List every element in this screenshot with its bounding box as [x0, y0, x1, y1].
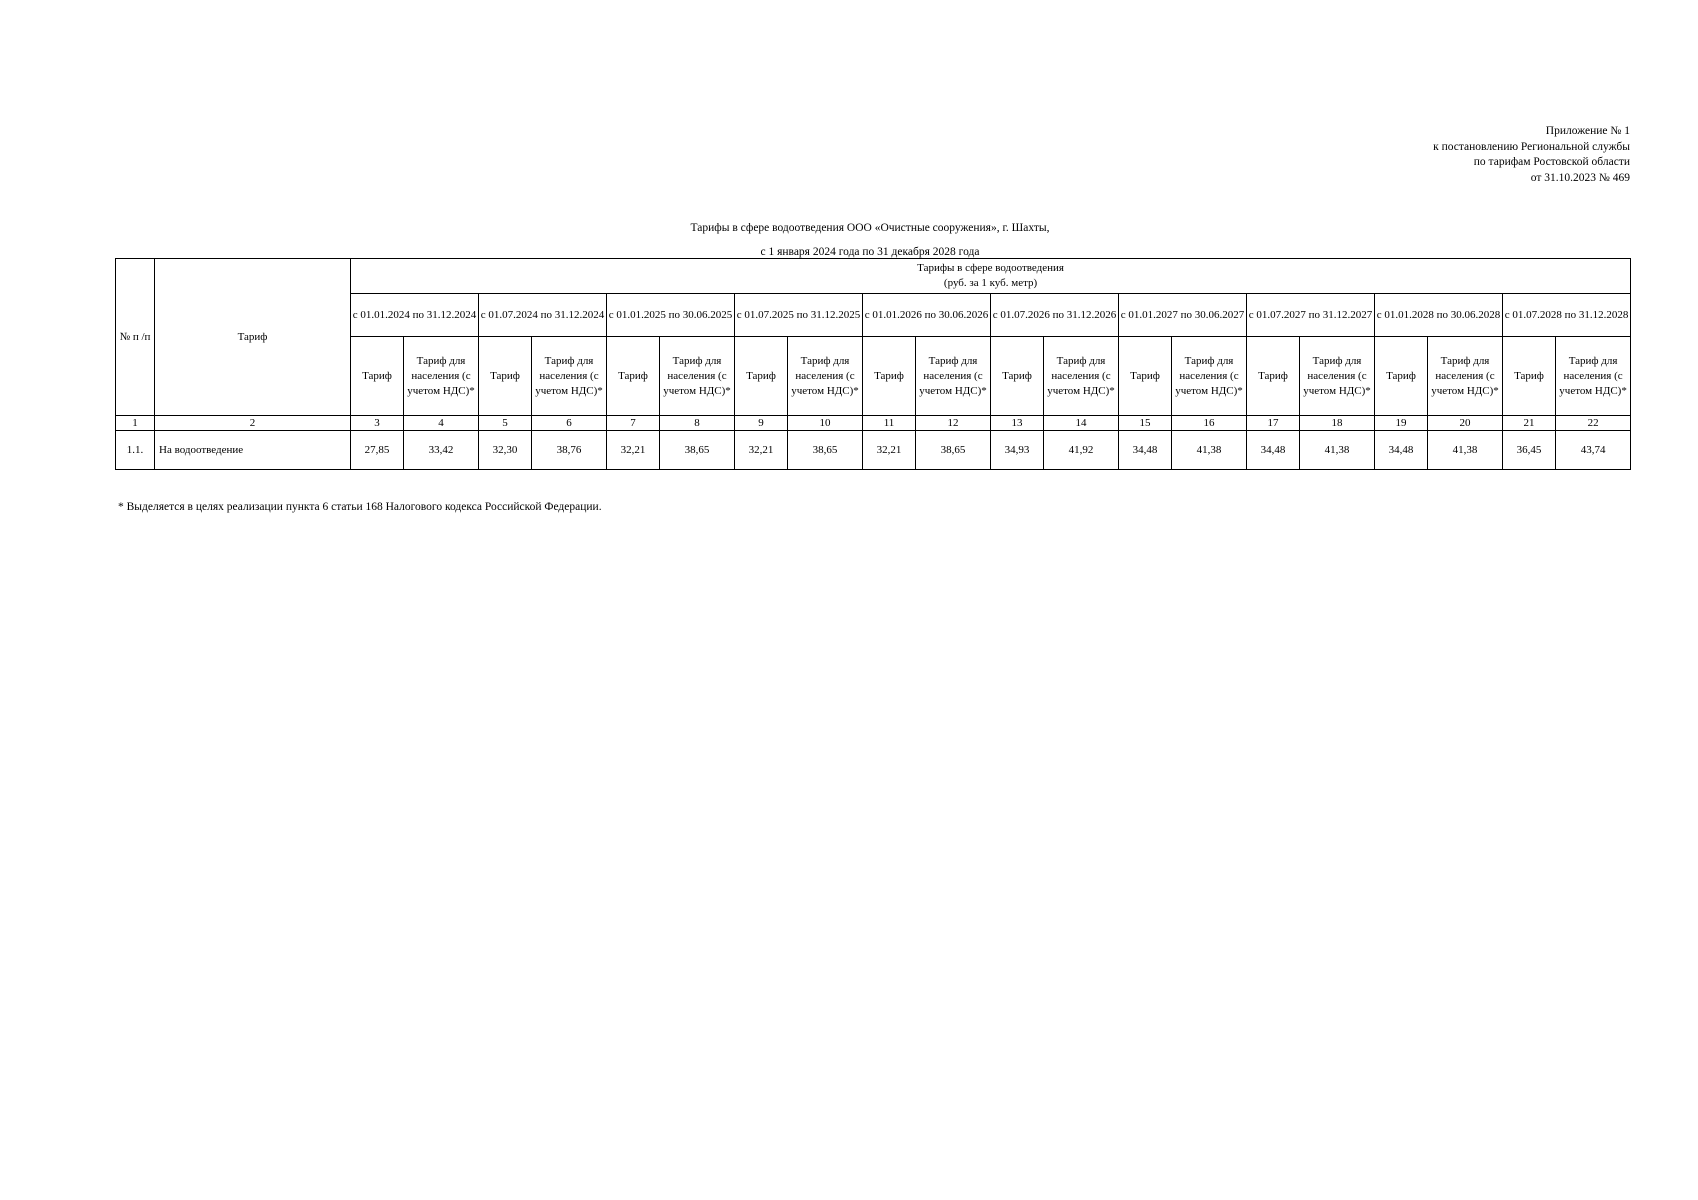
- tariff-value-cell: 34,48: [1119, 431, 1172, 470]
- column-number: 13: [991, 416, 1044, 431]
- subheader-tariff: Тариф: [1119, 337, 1172, 416]
- tariff-value-cell: 34,48: [1375, 431, 1428, 470]
- subheader-population-tariff: Тариф для населения (с учетом НДС)*: [788, 337, 863, 416]
- subheader-tariff: Тариф: [607, 337, 660, 416]
- title-line-2: с 1 января 2024 года по 31 декабря 2028 года: [760, 246, 980, 258]
- table-row: [116, 431, 1631, 470]
- period-header: с 01.07.2026 по 31.12.2026: [991, 294, 1119, 337]
- appendix-line-2: к постановлению Региональной службы: [1433, 140, 1630, 153]
- period-header: с 01.01.2025 по 30.06.2025: [607, 294, 735, 337]
- header-tariff: Тариф: [155, 259, 351, 416]
- tariff-value-cell: 32,21: [735, 431, 788, 470]
- column-number: 21: [1503, 416, 1556, 431]
- period-header: с 01.07.2028 по 31.12.2028: [1503, 294, 1631, 337]
- header-group-line-1: Тарифы в сфере водоотведения: [917, 262, 1064, 274]
- tariff-value-cell: 38,65: [660, 431, 735, 470]
- tariff-table: [115, 258, 1631, 470]
- column-number: 18: [1300, 416, 1375, 431]
- period-header: с 01.01.2028 по 30.06.2028: [1375, 294, 1503, 337]
- tariff-value-cell: 27,85: [351, 431, 404, 470]
- appendix-line-4: от 31.10.2023 № 469: [1530, 171, 1630, 184]
- subheader-tariff: Тариф: [991, 337, 1044, 416]
- subheader-tariff: Тариф: [1247, 337, 1300, 416]
- tariff-value-cell: 43,74: [1556, 431, 1631, 470]
- subheader-tariff: Тариф: [479, 337, 532, 416]
- column-number: 8: [660, 416, 735, 431]
- subheader-tariff: Тариф: [351, 337, 404, 416]
- period-header: с 01.07.2024 по 31.12.2024: [479, 294, 607, 337]
- subheader-population-tariff: Тариф для населения (с учетом НДС)*: [660, 337, 735, 416]
- appendix-line-3: по тарифам Ростовской области: [1473, 156, 1630, 168]
- appendix-line-1: Приложение № 1: [1545, 125, 1630, 137]
- subheader-tariff: Тариф: [735, 337, 788, 416]
- period-header: с 01.01.2024 по 31.12.2024: [351, 294, 479, 337]
- subheader-population-tariff: Тариф для населения (с учетом НДС)*: [1556, 337, 1631, 416]
- column-number: 4: [404, 416, 479, 431]
- subheader-tariff: Тариф: [1375, 337, 1428, 416]
- row-name: На водоотведение: [155, 431, 351, 470]
- document-title: [0, 216, 1698, 264]
- column-number: 1: [116, 416, 155, 431]
- column-number: 3: [351, 416, 404, 431]
- column-number: 11: [863, 416, 916, 431]
- subheader-population-tariff: Тариф для населения (с учетом НДС)*: [1044, 337, 1119, 416]
- column-number: 22: [1556, 416, 1631, 431]
- column-number: 20: [1428, 416, 1503, 431]
- header-number: № п /п: [116, 259, 155, 416]
- row-number: 1.1.: [116, 431, 155, 470]
- column-number: 2: [155, 416, 351, 431]
- column-number: 7: [607, 416, 660, 431]
- column-number: 9: [735, 416, 788, 431]
- period-header: с 01.01.2027 по 30.06.2027: [1119, 294, 1247, 337]
- tariff-value-cell: 41,38: [1300, 431, 1375, 470]
- tariff-value-cell: 41,38: [1172, 431, 1247, 470]
- period-header: с 01.01.2026 по 30.06.2026: [863, 294, 991, 337]
- column-number: 14: [1044, 416, 1119, 431]
- tariff-value-cell: 38,65: [916, 431, 991, 470]
- header-group: [351, 259, 1631, 294]
- subheader-population-tariff: Тариф для населения (с учетом НДС)*: [1428, 337, 1503, 416]
- period-header: с 01.07.2027 по 31.12.2027: [1247, 294, 1375, 337]
- column-number: 12: [916, 416, 991, 431]
- tariff-value-cell: 32,21: [863, 431, 916, 470]
- title-line-1: Тарифы в сфере водоотведения ООО «Очистные сооружения», г. Шахты,: [690, 222, 1050, 234]
- column-number: 19: [1375, 416, 1428, 431]
- subheader-population-tariff: Тариф для населения (с учетом НДС)*: [916, 337, 991, 416]
- column-number: 6: [532, 416, 607, 431]
- tariff-value-cell: 41,92: [1044, 431, 1119, 470]
- tariff-value-cell: 36,45: [1503, 431, 1556, 470]
- column-number: 16: [1172, 416, 1247, 431]
- subheader-population-tariff: Тариф для населения (с учетом НДС)*: [404, 337, 479, 416]
- tariff-value-cell: 38,65: [788, 431, 863, 470]
- tariff-value-cell: 41,38: [1428, 431, 1503, 470]
- tariff-value-cell: 38,76: [532, 431, 607, 470]
- column-number: 5: [479, 416, 532, 431]
- subheader-population-tariff: Тариф для населения (с учетом НДС)*: [1300, 337, 1375, 416]
- header-group-line-2: (руб. за 1 куб. метр): [943, 277, 1038, 289]
- column-number: 17: [1247, 416, 1300, 431]
- tariff-value-cell: 32,30: [479, 431, 532, 470]
- subheader-tariff: Тариф: [863, 337, 916, 416]
- subheader-tariff: Тариф: [1503, 337, 1556, 416]
- subheader-population-tariff: Тариф для населения (с учетом НДС)*: [532, 337, 607, 416]
- footnote: * Выделяется в целях реализации пункта 6 статьи 168 Налогового кодекса Российской Федерации.: [118, 501, 602, 513]
- subheader-population-tariff: Тариф для населения (с учетом НДС)*: [1172, 337, 1247, 416]
- column-number: 15: [1119, 416, 1172, 431]
- column-number: 10: [788, 416, 863, 431]
- tariff-value-cell: 34,48: [1247, 431, 1300, 470]
- appendix-block: [1433, 124, 1630, 186]
- tariff-value-cell: 32,21: [607, 431, 660, 470]
- period-header: с 01.07.2025 по 31.12.2025: [735, 294, 863, 337]
- tariff-value-cell: 34,93: [991, 431, 1044, 470]
- tariff-value-cell: 33,42: [404, 431, 479, 470]
